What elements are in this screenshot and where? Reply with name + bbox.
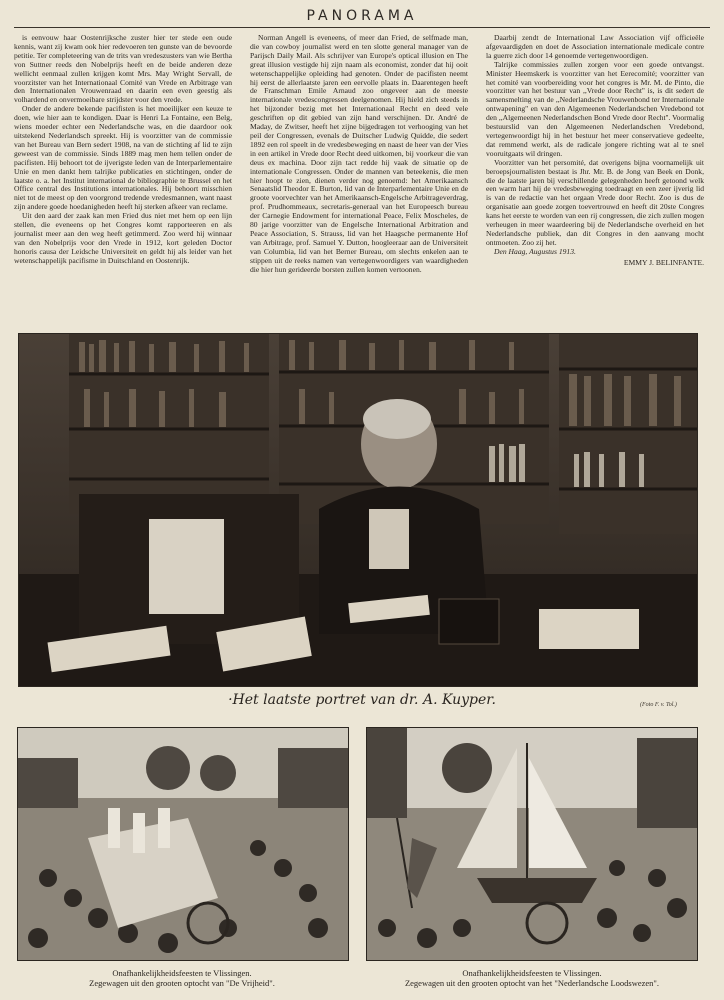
caption-line: Onafhankelijkheidsfeesten te Vlissingen. xyxy=(462,968,602,978)
paragraph: Voorzitter van het persomité, dat overigens bijna voornamelijk uit beroepsjournalisten bestaat is Jhr. Mr. B. de Jong van Beek en Donk, die de laatste jaren bij verschillende gelegenheden heeft getoond welk een warm hart hij de vredesbeweging toedraagt en een zeer ijverig lid is van de redactie van het orgaan Vrede door Recht. Zoo is dus de organisatie aan goede zorgen toevertrouwd en heeft dit 20ste Congres kans het eerste te worden van een rij congressen, die zich zullen mogen verheugen in meer waardeering bij de Nederlandsche overheid en het Nederlandsche publiek, dan dit Congres in den aanvang mocht ontmoeten. Zoo zij het. xyxy=(486,157,704,247)
masthead-title: PANORAMA xyxy=(306,8,418,24)
main-photo-caption: ·Het laatste portret van dr. A. Kuyper. xyxy=(228,692,496,708)
paragraph: is eenvouw haar Oostenrijksche zuster hier ter stede een oude kennis, want zij kwam ook hier redevoeren ten gunste van de bevoorde petitie. Ter completeering van de trits van vredeszusters van wie Bertha von Suttner reeds den Nobelprijs heeft en de beide anderen deze wellicht eenmaal zullen krijgen komt Mrs. May Wright Servall, de voorzitster van het Internationaal Comité van Vrede en Arbitrage van den Internationalen Vrouwenraad en daarin een even geestig als volhardend en onvermoeibare strijdster voor den vrede. xyxy=(14,34,232,105)
portrait-photo xyxy=(18,333,698,687)
author-signature: EMMY J. BELINFANTE. xyxy=(623,257,704,267)
caption-right-photo xyxy=(362,968,702,988)
paragraph: Daarbij zendt de International Law Association vijf officieële afgevaardigden en doet de Association internationale medicale contre la guerre zich door 14 genoemde vertegenwoordigen. xyxy=(486,34,704,60)
caption-left-photo xyxy=(12,968,352,988)
masthead-rule xyxy=(14,27,710,28)
text-column-2 xyxy=(250,34,468,330)
paragraph: Uit den aard der zaak kan men Fried dus niet met hem op een lijn stellen, die eveneens op het Congres komt rapporteeren en als journalist meer aan den weg heeft getimmerd. Zoo werd hij winnaar van den Nobelprijs voor den Vrede in 1912, kort geleden Doctor honoris causa der Leidsche Universiteit en geldt hij als leider van het wetenschappelijk pacifisme in Duitschland en Oostenrijk. xyxy=(14,211,232,265)
caption-line: Zegewagen uit den grooten optocht van het "Nederlandsche Loodswezen". xyxy=(404,978,660,988)
paragraph: Norman Angell is eveneens, of meer dan Fried, de selfmade man, die van cowboy journalist werd en ten slotte general manager van de Parijsch Daily Mail. Als schrijver van Europe's optical illusion en The great illusion vestigde hij zijn naam als economist, zonder dat hij ooit wetenschappelijke opleiding had genoten. Onder de pacifisten neemt hij eerst de allerlaatste jaren een eervolle plaats in. Daarentegen heeft de Franschman Emile Arnaud zoo ongeveer aan de meeste internationale vredescongressen deelgenomen. Hij hield zich steeds in het bijzonder bezig met het Internationaal Recht en deed vele geschriften op dit gebied van zijn hand verschijnen. Dr. André de Maday, de Zwitser, heeft het zijne bijgedragen tot verhooging van het peil der Congressen, evenals de Duitscher Ludwig Quidde, die sedert 1892 een rol speelt in de vredesbeweging en naast de heer van der Vies in een artikel in Vrede door Recht deed uitkomen, bij voorkeur die van deus ex machina. Door zijn tact redde hij vaak de situatie op de internationale Congressen. Onder de mannen van beteekenis, die men hier hoopt te zien, dienen verder nog genoemd: het Amerikaansch Senaatslid Theodor E. Burton, lid van de Interparlementaire Unie en de groote voorvechter van het Amerikaansch-Engelsche Arbitrageverdrag, prof. Prudhommeaux, secretaris-generaal van het Europeesch bureau der Carnegie Endowment for international Peace, Felix Moscheles, de 80 jarige voorzitter van de Engelsche International Arbitration and Peace Association, S. Strauss, lid van het Haagsche permanente Hof van Arbitrage, prof. Samuel Y. Dutton, hoogleeraar aan de Universiteit van Columbia, lid van het Berner Bureau, om slechts enkelen aan te stippen uit de reeks namen van vertegenwoordigers van waardigheden die hier hun gerideerde borsten zullen komen vertoonen. xyxy=(250,34,468,274)
paragraph: Talrijke commissies zullen zorgen voor een goede ontvangst. Minister Heemskerk is voorzitter van het Eerecomité; voorzitter van het comité van voorbereiding voor het congres is Mr. M. de Pinto, die voorzitter van het bestuur van ,,Vrede door Recht'' is, is dit sedert de samensmelting van de ,,Nederlandsche Vrouwenbond ter Internationale ontwapening'' en van den Algemeenen Nederlandschen Vredebond tot den ,,Algemeenen Nederlandschen Bond Vrede door Recht''. Voormalig bestuurslid van den Algemeenen Nederlandschen Vredebond, vertegenwoordigt hij in het bestuur het meer conservatieve gedeelte, dat remmend werkt, als de radicale jongere richting wat al te snel vooruitgaats wil dringen. xyxy=(486,59,704,158)
paragraph: Onder de andere bekende pacifisten is het moeilijker een keuze te doen, wie hier aan te kondigen. Daar is Henri La Fontaine, een Belg, wiens moeder echter een Nederlandsche was, en die daardoor ook uitstekend Nederlandsch spreekt. Hij is voorzitter van de commissie van het Bureau van Bern sedert 1908, na van de stichting af lid te zijn geweest van de commissie. Sinds 1889 mag men hem tellen onder de pacifisten. Hij behoort tot de ijverigste leden van de Interparlementaire Unie en men dankt hem talrijke publicaties en stichtingen, onder de laatste o. a. het Institut international de bibliographie te Brussel en het Office central des Institutions internationales. Hij behoort misschien niet tot de meest op den voorgrond tredende vredesmannen, want naast zijn andere goede hoedanigheden heeft hij sterken afkeer van reclame. xyxy=(14,104,232,212)
text-column-1 xyxy=(14,34,232,330)
dateline: Den Haag, Augustus 1913. xyxy=(494,246,576,256)
parade-photo-left xyxy=(17,727,349,961)
caption-line: Onafhankelijkheidsfeesten te Vlissingen. xyxy=(112,968,252,978)
photo-credit: (Foto F. v. Tol.) xyxy=(640,702,677,708)
parade-photo-right xyxy=(366,727,698,961)
caption-line: Zegewagen uit den grooten optocht van "De Vrijheid". xyxy=(89,978,275,988)
text-column-3 xyxy=(486,34,704,330)
